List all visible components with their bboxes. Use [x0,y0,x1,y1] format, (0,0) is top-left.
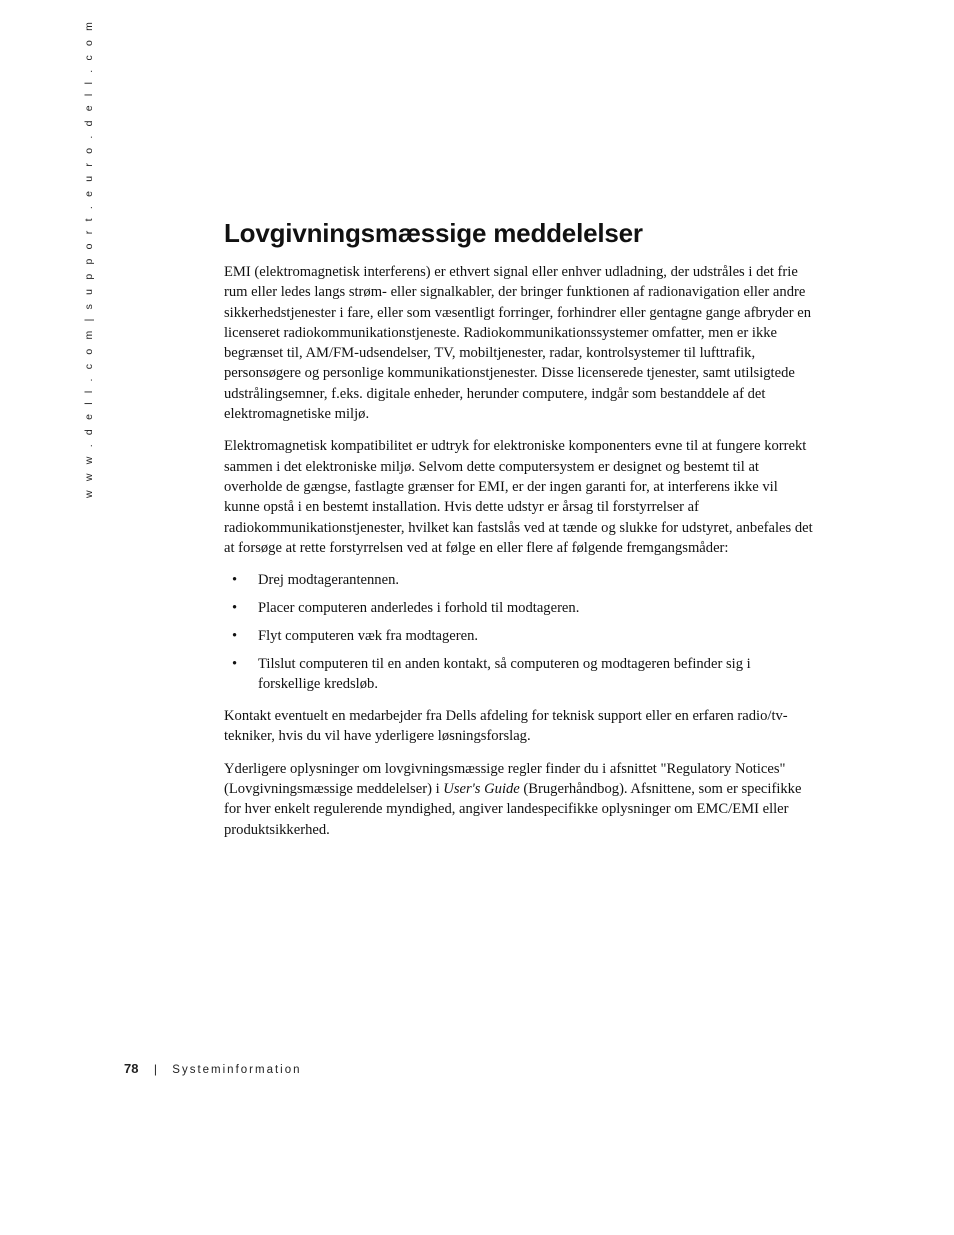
list-item [224,655,814,694]
page-footer [124,1061,302,1076]
users-guide-title: User's Guide [443,781,520,798]
paragraph-emc: Elektromagnetisk kompatibilitet er udtryk for elektroniske komponenters evne til at fungere korrekt sammen i det elektroniske miljø. Selvom dette computersystem er designet og bestemt til at overholde de gængse, fastlagte grænser for EMI, er der ingen garanti for, at interferens ikke vil kunne opstå i en bestemt installation. Hvis dette udstyr er årsag til forstyrrelser af radiokommunikationstjenester, hvilket kan fastslås ved at tænde og slukke for udstyret, anbefales det at forsøge at rette forstyrrelsen ved at følge en eller flere af følgende fremgangsmåder: [224,438,813,556]
page-title: Lovgivningsmæssige meddelelser [224,218,643,248]
list-item [224,571,814,591]
list-item [224,627,814,647]
bullet-icon: • [232,572,238,589]
page-content [224,214,814,852]
paragraph-more-info-end: (Brugerhåndbog). Afsnittene, som er specifikke for hver enkelt regulerende myndighed, angiver landespecifikke oplysninger om EMC/EMI eller produktsikkerhed. [224,781,802,838]
list-item-text: Flyt computeren væk fra modtageren. [258,628,479,645]
paragraph-more-info-start: Yderligere oplysninger om lovgivningsmæssige regler finder du i afsnittet "Regulatory Notices" (Lovgivningsmæssige meddelelser) i [224,760,786,798]
side-url-text: w w w . d e l l . c o m | s u p p o r t . e u r o . d e l l . c o m [83,18,95,498]
footer-section-name: Systeminformation [172,1064,302,1076]
bullet-icon: • [232,628,238,645]
list-item [224,599,814,619]
list-item-text: Placer computeren anderledes i forhold til modtageren. [258,600,580,617]
bullet-icon: • [232,656,238,673]
bullet-icon: • [232,600,238,617]
list-item-text: Tilslut computeren til en anden kontakt, så computeren og modtageren befinder sig i forskellige kredsløb. [258,656,751,692]
paragraph-contact: Kontakt eventuelt en medarbejder fra Dells afdeling for teknisk support eller en erfaren radio/tv-tekniker, hvis du vil have yderligere løsningsforslag. [224,708,788,745]
footer-separator: | [153,1062,157,1076]
list-item-text: Drej modtagerantennen. [258,572,400,589]
remedy-list [224,571,814,694]
paragraph-more-info [224,759,814,840]
paragraph-emi: EMI (elektromagnetisk interferens) er ethvert signal eller enhver udladning, der udstråles i det frie rum eller ledes langs strøm- eller signalkabler, der bringer funktionen af radionavigation eller andre sikkerhedstjenester i fare, eller som væsentligt forringer, forhindrer eller gentagne gange afbryder en licenseret radiokommunikationstjeneste. Radiokommunikationssystemer omfatter, men er ikke begrænset til, AM/FM-udsendelser, TV, mobiltjenester, radar, kontrolsystemer til lufttrafik, personsøgere og personlige kommunikationstjenester. Disse licenserede tjenester, samt utilsigtede udstrålingsemner, f.eks. digitale enheder, herunder computere, indgår som bestanddele af det elektromagnetiske miljø. [224,264,811,423]
page-number: 78 [124,1061,139,1076]
